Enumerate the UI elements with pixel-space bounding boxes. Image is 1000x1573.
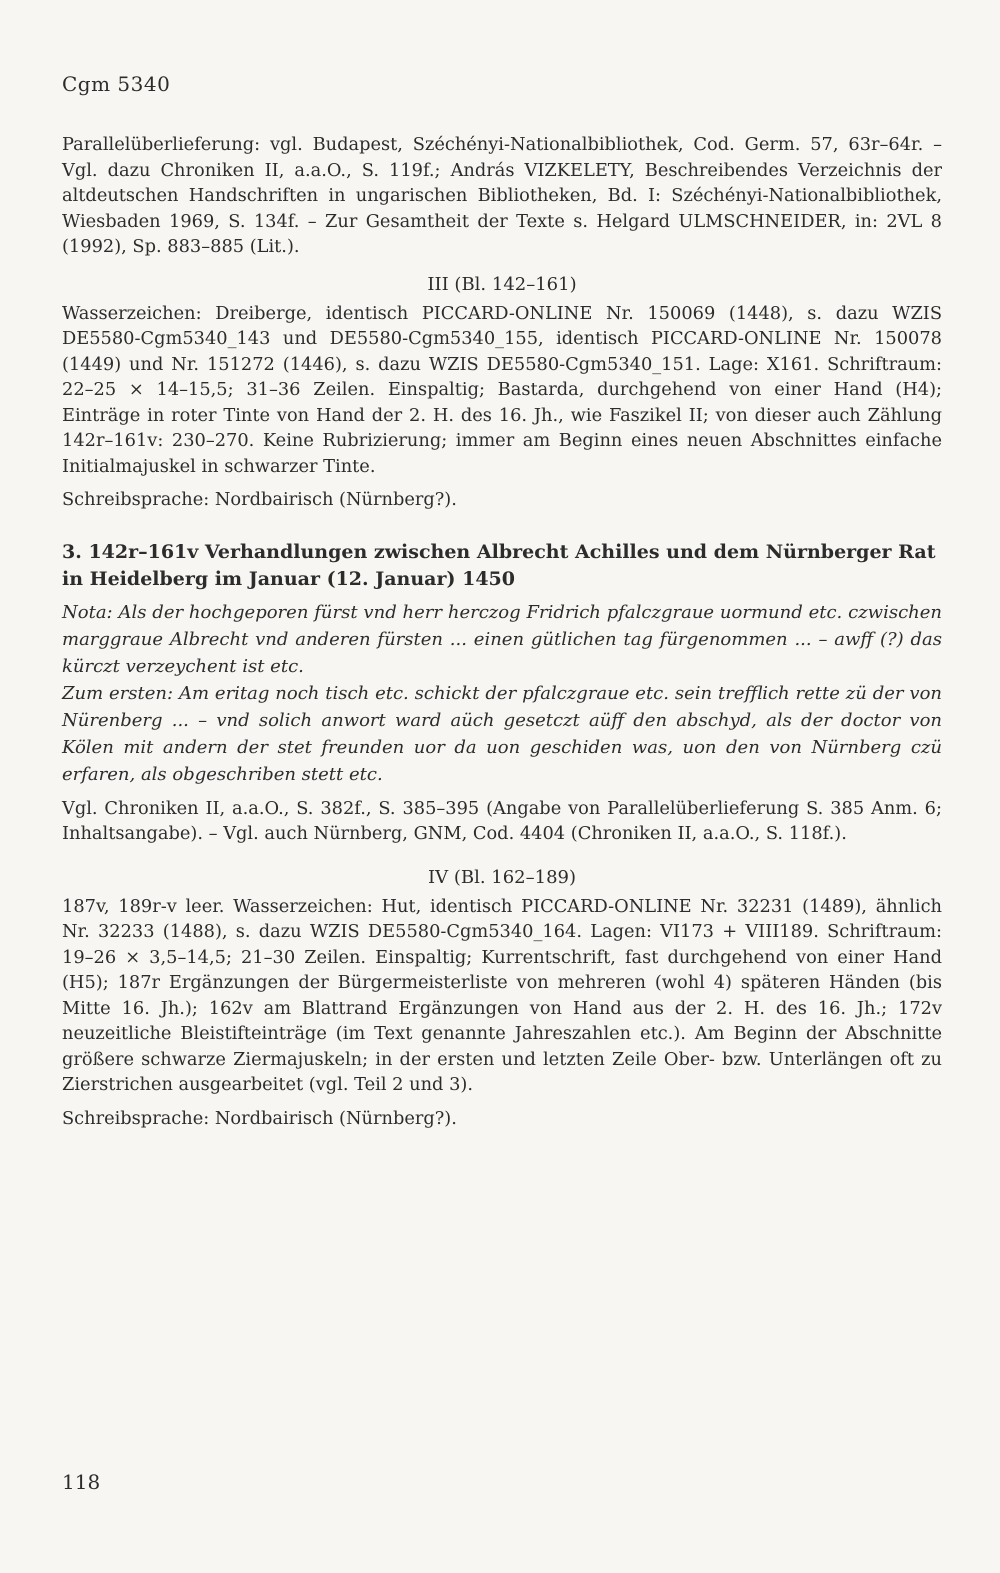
running-header: Cgm 5340 <box>62 72 171 96</box>
entry-3-nota: Nota: Als der hochgeporen fürst vnd herr herczog Fridrich pfalczgraue uormund etc. czwischen marggraue Albrecht vnd anderen fürsten ... einen gütlichen tag fürgenommen ... – awff (?) das kürczt verzeychent ist etc. <box>62 601 942 677</box>
section-iv-description: 187v, 189r-v leer. Wasserzeichen: Hut, identisch PICCARD-ONLINE Nr. 32231 (1489), ähnlich Nr. 32233 (1488), s. dazu WZIS DE5580-Cgm5340_164. Lagen: VI173 + VIII189. Schriftraum: 19–26 × 3,5–14,5; 21–30 Zeilen. Einspaltig; Kurrentschrift, fast durchgehend von einer Hand (H5); 187r Ergänzungen der Bürgermeisterliste von mehreren (wohl 4) späteren Händen (bis Mitte 16. Jh.); 162v am Blattrand Ergänzungen von Hand aus der 2. H. des 16. Jh.; 172v neuzeitliche Bleistifteinträge (im Text genannte Jahreszahlen etc.). Am Beginn der Abschnitte größere schwarze Ziermajuskeln; in der ersten und letzten Zeile Ober- bzw. Unterlängen oft zu Zierstrichen ausgearbeitet (vgl. Teil 2 und 3). <box>62 895 942 1095</box>
page-number: 118 <box>62 1470 101 1494</box>
section-iv-language: Schreibsprache: Nordbairisch (Nürnberg?). <box>62 1107 457 1129</box>
page <box>62 60 942 1131</box>
entry-3-references: Vgl. Chroniken II, a.a.O., S. 382f., S. 385–395 (Angabe von Parallelüberlieferung S. 385 Anm. 6; Inhaltsangabe). – Vgl. auch Nürnberg, GNM, Cod. 4404 (Chroniken II, a.a.O., S. 118f.). <box>62 797 942 844</box>
section-iv-title: IV (Bl. 162–189) <box>427 866 577 888</box>
entry-3-incipit: Zum ersten: Am eritag noch tisch etc. schickt der pfalczgraue etc. sein trefflich rette zü der von Nürenberg ... – vnd solich anwort ward aüch gesetczt aüff den abschyd, als der doctor von Kölen mit andern der stet freunden uor da uon geschiden was, uon den von Nürnberg czü erfaren, als obgeschriben stett etc. <box>62 682 942 785</box>
parallel-tradition-paragraph: Parallelüberlieferung: vgl. Budapest, Széchényi-Nationalbibliothek, Cod. Germ. 57, 63r–64r. – Vgl. dazu Chroniken II, a.a.O., S. 119f.; András VIZKELETY, Beschreibendes Verzeichnis der altdeutschen Handschriften in ungarischen Bibliotheken, Bd. I: Széchényi-Nationalbibliothek, Wiesbaden 1969, S. 134f. – Zur Gesamtheit der Texte s. Helgard ULMSCHNEIDER, in: 2VL 8 (1992), Sp. 883–885 (Lit.). <box>62 134 942 257</box>
entry-3-title: 3. 142r–161v Verhandlungen zwischen Albrecht Achilles und dem Nürnberger Rat in Heidelberg im Januar (12. Januar) 1450 <box>62 540 936 590</box>
section-iii-description: Wasserzeichen: Dreiberge, identisch PICCARD-ONLINE Nr. 150069 (1448), s. dazu WZIS DE5580-Cgm5340_143 und DE5580-Cgm5340_155, identisch PICCARD-ONLINE Nr. 150078 (1449) und Nr. 151272 (1446), s. dazu WZIS DE5580-Cgm5340_151. Lage: X161. Schriftraum: 22–25 × 14–15,5; 31–36 Zeilen. Einspaltig; Bastarda, durchgehend von einer Hand (H4); Einträge in roter Tinte von Hand der 2. H. des 16. Jh., wie Faszikel II; von dieser auch Zählung 142r–161v: 230–270. Keine Rubrizierung; immer am Beginn eines neuen Abschnittes einfache Initialmajuskel in schwarzer Tinte. <box>62 302 942 477</box>
section-iii-title: III (Bl. 142–161) <box>427 273 577 295</box>
section-iii-language: Schreibsprache: Nordbairisch (Nürnberg?). <box>62 489 457 510</box>
